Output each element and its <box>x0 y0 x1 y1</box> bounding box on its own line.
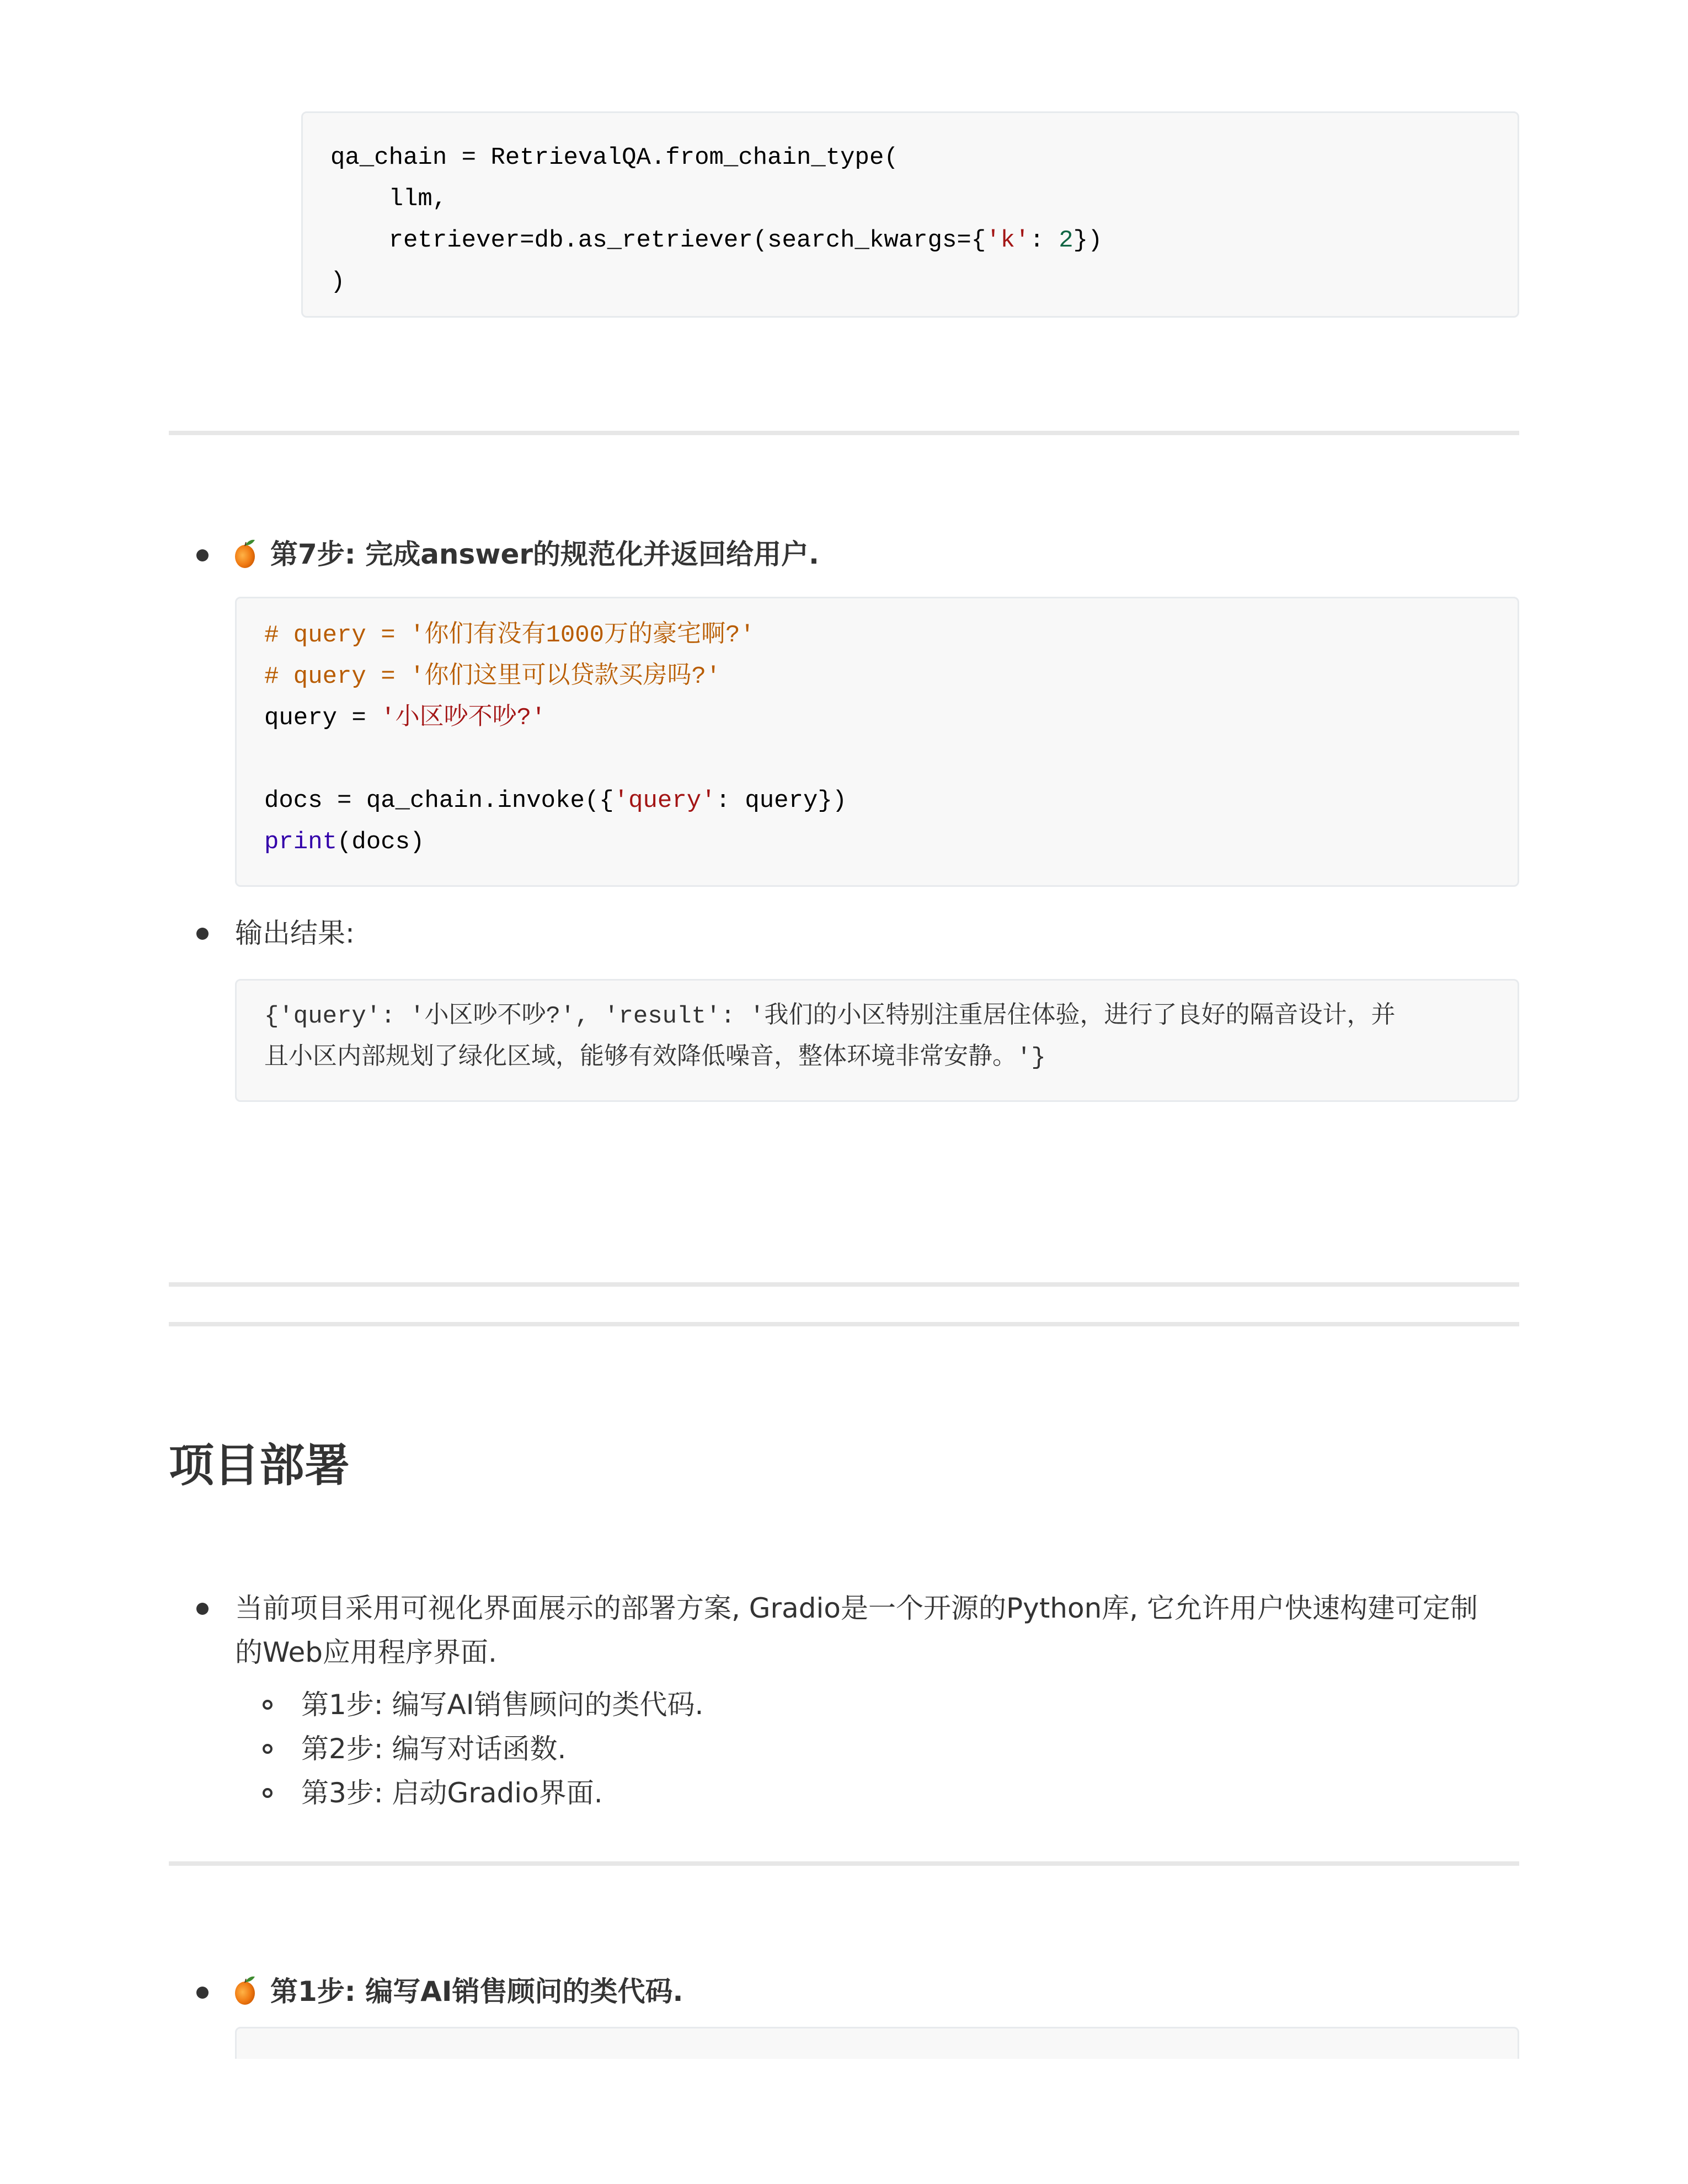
code-token: docs = qa_chain.invoke({ <box>264 787 614 815</box>
code-token: 'query' <box>613 787 716 815</box>
intro-line-2: 的Web应用程序界面. <box>235 1636 497 1668</box>
sub-bullet-icon <box>263 1700 273 1710</box>
code-line <box>330 220 1102 261</box>
code-token: # query = '你们这里可以贷款买房吗?' <box>264 663 721 690</box>
code-token: : <box>1029 227 1059 254</box>
code-line <box>264 822 424 863</box>
bullet-icon <box>196 1987 209 1999</box>
bullet-icon <box>196 549 209 561</box>
horizontal-rule <box>169 431 1519 435</box>
orange-icon <box>233 538 259 569</box>
section-heading: 项目部署 <box>169 1439 350 1492</box>
output-line-1: {'query': '小区吵不吵?', 'result': '我们的小区特别注重居住体验，进行了良好的隔音设计，并 <box>264 1003 1396 1030</box>
bullet-icon <box>196 928 209 940</box>
code-block-query <box>235 597 1519 887</box>
code-line <box>264 615 755 656</box>
code-token: }) <box>1073 227 1103 254</box>
code-line <box>264 780 847 822</box>
code-token: 'k' <box>986 227 1030 254</box>
horizontal-rule <box>169 1322 1519 1326</box>
code-line <box>330 261 345 303</box>
step1-title: 第1步: 编写AI销售顾问的类代码. <box>270 1976 683 2008</box>
output-label: 输出结果: <box>235 917 355 949</box>
code-token: 2 <box>1059 227 1073 254</box>
code-token: print <box>264 828 338 856</box>
code-token: ) <box>330 268 345 296</box>
code-token: qa_chain = RetrievalQA.from_chain_type( <box>330 144 899 172</box>
horizontal-rule <box>169 1282 1519 1287</box>
code-token: query = <box>264 704 381 732</box>
code-line <box>330 179 447 220</box>
code-block-retrievalqa <box>301 111 1519 318</box>
code-line <box>264 656 720 698</box>
sub-bullet-icon <box>263 1788 273 1798</box>
code-block-sales-class <box>235 2027 1519 2059</box>
code-token: (docs) <box>337 828 425 856</box>
sub-bullet-icon <box>263 1744 273 1754</box>
code-line <box>264 698 546 739</box>
horizontal-rule <box>169 1861 1519 1866</box>
bullet-icon <box>196 1603 209 1615</box>
sub-item-step1: 第1步: 编写AI销售顾问的类代码. <box>301 1689 704 1721</box>
code-line <box>330 137 899 179</box>
output-block <box>235 979 1519 1102</box>
output-line-2: 且小区内部规划了绿化区域，能够有效降低噪音，整体环境非常安静。'} <box>264 1044 1046 1072</box>
sub-item-step3: 第3步: 启动Gradio界面. <box>301 1777 603 1809</box>
code-token: '小区吵不吵?' <box>381 704 546 732</box>
step7-title: 第7步: 完成answer的规范化并返回给用户. <box>270 538 820 570</box>
code-token: retriever=db.as_retriever(search_kwargs={ <box>330 227 986 254</box>
code-token: # query = '你们有没有1000万的豪宅啊?' <box>264 622 755 649</box>
code-token: : query}) <box>715 787 847 815</box>
code-token: llm, <box>330 185 447 213</box>
orange-icon <box>233 1974 259 2005</box>
sub-item-step2: 第2步: 编写对话函数. <box>301 1733 567 1765</box>
intro-line-1: 当前项目采用可视化界面展示的部署方案, Gradio是一个开源的Python库, 它允许用户快速构建可定制 <box>235 1592 1478 1624</box>
